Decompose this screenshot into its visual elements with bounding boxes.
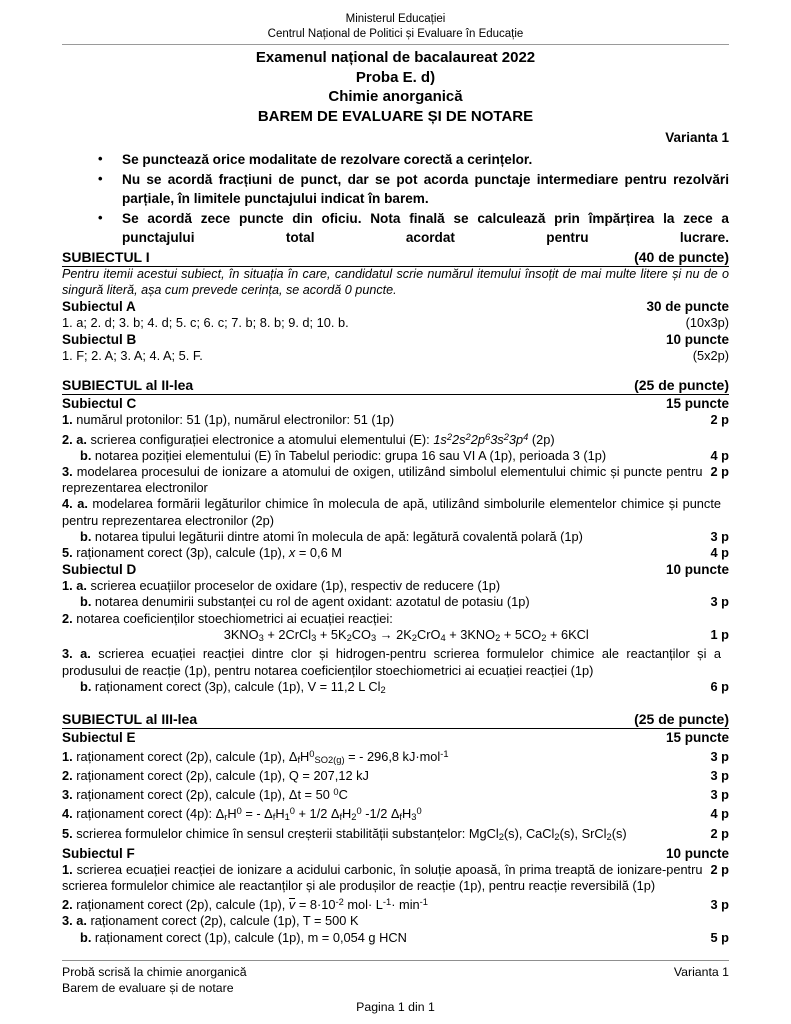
barem-title: BAREM DE EVALUARE ȘI DE NOTARE <box>257 107 534 125</box>
barem-item-text: 1. scrierea ecuației reacției de ionizare a acidului carbonic, în soluție apoasă, în prima treaptă de ionizare-pentru scrierea formulelor chimice ale reactanților și ale produșilor de reacție (1p), pentru reacție reversibilă (1p) <box>62 861 703 894</box>
barem-item-row <box>62 894 729 913</box>
barem-item-points: 2 p <box>710 861 729 877</box>
subsection-points: 15 puncte <box>665 729 729 745</box>
barem-item-row <box>62 594 729 610</box>
chemical-equation-row <box>62 627 729 647</box>
footer-divider <box>62 960 729 961</box>
barem-item-row <box>62 768 729 784</box>
bullet-icon: • <box>98 171 103 186</box>
subheading-subiect-f <box>62 845 729 862</box>
barem-item-row <box>62 412 729 428</box>
answer-row-subiect-a <box>62 315 729 331</box>
subsection-points: 10 puncte <box>665 562 729 578</box>
answer-points: (5x2p) <box>692 348 729 364</box>
barem-item-row <box>62 826 729 845</box>
section-heading-subiect-2 <box>62 377 729 395</box>
subiect-d-items-top <box>62 578 729 627</box>
subsection-title: Subiectul B <box>62 332 137 348</box>
section-points: (25 de puncte) <box>634 710 729 727</box>
subsection-title: Subiectul E <box>62 729 136 745</box>
barem-item-row <box>62 679 729 698</box>
barem-item-row <box>62 746 729 768</box>
section-title: SUBIECTUL al III-lea <box>62 710 198 727</box>
barem-item-points: 4 p <box>710 544 729 560</box>
section-heading-subiect-1 <box>62 249 729 267</box>
variant-label: Varianta 1 <box>665 130 729 145</box>
answer-row-subiect-b <box>62 348 729 364</box>
subheading-subiect-b <box>62 331 729 348</box>
chemical-equation: $3KNO_3$ + 2CrCl$_3$ + $5K_2CO_3 \to 2K_2CrO_4 + 3KNO_2 + 5CO_2 + 6KCl$ <box>223 626 589 643</box>
grading-rule-text: Se punctează orice modalitate de rezolvare corectă a cerințelor. <box>122 152 533 167</box>
subheading-subiect-d <box>62 561 729 578</box>
barem-item-text: 4. a. modelarea formării legăturilor chimice în molecula de apă, utilizând simbolurile elementelor chimice și puncte pentru reprezentarea electronilor (2p) <box>62 496 721 528</box>
barem-item-text: 3. modelarea procesului de ionizare a atomului de oxigen, utilizând simbolul elementului chimic și puncte pentru reprezentarea electronilor <box>62 463 703 496</box>
subheading-subiect-a <box>62 298 729 315</box>
ministry-name: Ministerul Educației <box>345 13 446 25</box>
barem-item-row <box>62 913 729 929</box>
barem-item-row <box>62 578 729 594</box>
footer-columns <box>62 965 729 996</box>
barem-item-row <box>62 784 729 803</box>
footer-exam-label: Probă scrisă la chimie anorganică <box>62 965 247 979</box>
section-title: SUBIECTUL al II-lea <box>62 377 194 394</box>
subsection-title: Subiectul A <box>62 299 136 314</box>
barem-item-points: 3 p <box>710 594 729 610</box>
barem-item-text: 2. raționament corect (2p), calcule (1p), $v = 8\cdot 10^{-2}$ $mol\cdot L^{-1}\cdot \min^{-1}$ <box>62 897 428 913</box>
subsection-points: 30 de puncte <box>646 299 729 314</box>
subiect-c-items <box>62 412 729 561</box>
grading-rule-item <box>94 170 729 208</box>
barem-item-row <box>62 429 729 448</box>
section-points: (25 de puncte) <box>634 377 729 394</box>
barem-item-points: 5 p <box>710 929 729 945</box>
bullet-icon: • <box>98 151 103 166</box>
barem-item-text: b. raționament corect (3p), calcule (1p), V = 11,2 L $Cl_2$ <box>80 678 386 695</box>
grading-rule-item <box>94 150 729 169</box>
institution-header <box>62 12 729 42</box>
barem-item-row <box>62 464 729 496</box>
barem-item-text: b. notarea denumirii substanței cu rol de agent oxidant: azotatul de potasiu (1p) <box>80 594 530 610</box>
barem-item-text: b. notarea poziției elementului (E) în Tabelul periodic: grupa 16 sau VI A (1p), perioada 3 (1p) <box>80 447 607 463</box>
barem-item-row <box>62 611 729 627</box>
barem-item-points: 3 p <box>710 768 729 784</box>
barem-item-text: 2. raționament corect (2p), calcule (1p), Q = 207,12 kJ <box>62 768 369 784</box>
subsection-points: 10 puncte <box>665 332 729 348</box>
barem-item-text: 1. numărul protonilor: 51 (1p), numărul electronilor: 51 (1p) <box>62 412 395 428</box>
barem-item-points: 2 p <box>710 825 729 841</box>
grading-rule-text: Se acordă zece puncte din oficiu. Nota finală se calculează prin împărțirea la zece a punctajului total acordat pentru lucrare. <box>122 211 729 245</box>
center-name: Centrul Național de Politici și Evaluare în Educație <box>267 28 524 40</box>
barem-item-text: 3. a. raționament corect (2p), calcule (1p), T = 500 K <box>62 913 359 929</box>
barem-item-row <box>62 448 729 464</box>
subsection-points: 15 puncte <box>665 396 729 412</box>
page-footer <box>62 960 729 1014</box>
subiect-e-items <box>62 746 729 845</box>
footer-page-number: Pagina 1 din 1 <box>356 1000 435 1014</box>
barem-item-row <box>62 930 729 946</box>
barem-item-points: 2 p <box>710 412 729 428</box>
subiect-f-items <box>62 862 729 946</box>
bullet-icon: • <box>98 210 103 225</box>
barem-item-row <box>62 862 729 894</box>
equation-points: 1 p <box>710 626 729 642</box>
barem-item-text: b. raționament corect (1p), calcule (1p), m = 0,054 g HCN <box>80 929 407 945</box>
answer-text: 1. a; 2. d; 3. b; 4. d; 5. c; 6. c; 7. b; 8. b; 9. d; 10. b. <box>62 315 349 330</box>
barem-item-points: 3 p <box>710 748 729 764</box>
section-title: SUBIECTUL I <box>62 249 150 265</box>
barem-item-row <box>62 646 729 678</box>
subsection-points: 10 puncte <box>665 845 729 861</box>
header-divider <box>62 44 729 45</box>
subsection-title: Subiectul D <box>62 562 137 578</box>
barem-item-text: b. notarea tipului legăturii dintre atomi în molecula de apă: legătură covalentă polară (1p) <box>80 528 583 544</box>
section-points: (40 de puncte) <box>634 249 729 265</box>
barem-item-text: 5. raționament corect (3p), calcule (1p), x = 0,6 M <box>62 544 342 560</box>
subheading-subiect-c <box>62 395 729 412</box>
barem-item-points: 3 p <box>710 897 729 913</box>
subsection-title: Subiectul C <box>62 396 137 412</box>
subsection-title: Subiectul F <box>62 845 135 861</box>
barem-item-text: 1. a. scrierea ecuațiilor proceselor de oxidare (1p), respectiv de reducere (1p) <box>62 578 501 594</box>
barem-item-text: 3. a. scrierea ecuației reacției dintre clor și hidrogen-pentru scrierea formulelor chimice ale reactanților și a produsului de reacție (1p), pentru notarea coeficienților stoechiometrici ai ecuației reacției (1p) <box>62 646 722 678</box>
barem-item-points: 4 p <box>710 447 729 463</box>
footer-variant: Varianta 1 <box>673 965 729 979</box>
barem-item-row <box>62 529 729 545</box>
barem-item-points: 2 p <box>710 463 729 479</box>
barem-item-points: 4 p <box>710 806 729 822</box>
title-block <box>62 48 729 126</box>
barem-item-row <box>62 545 729 561</box>
answer-points: (10x3p) <box>685 315 729 330</box>
barem-item-text: 2. notarea coeficienților stoechiometrici ai ecuației reacției: <box>62 610 393 626</box>
answer-text: 1. F; 2. A; 3. A; 4. A; 5. F. <box>62 348 203 364</box>
subheading-subiect-e <box>62 729 729 746</box>
barem-item-row <box>62 496 729 528</box>
grading-rule-text: Nu se acordă fracțiuni de punct, dar se pot acorda punctaje intermediare pentru rezolvări parțiale, în limitele punctajului indicat în barem. <box>122 172 729 206</box>
barem-item-text: 2. a. scrierea configurației electronice a atomului elementului (E): $1s^22s^22p^63s^23p^4$ (2p) <box>62 431 555 447</box>
exam-title: Examenul național de bacalaureat 2022 <box>255 49 536 66</box>
footer-barem-label: Barem de evaluare și de notare <box>62 980 234 995</box>
section-heading-subiect-3 <box>62 711 729 729</box>
exam-proba: Proba E. d) <box>355 68 436 86</box>
barem-item-text: 1. raționament corect (2p), calcule (1p), $\Delta_fH^0_{SO2(g)}$ = - 296,8 kJ·mol$^{-1}$ <box>62 748 449 765</box>
barem-item-text: 4. raționament corect (4p): $\Delta_rH^0$ = - $\Delta_fH_1^0 + 1/2$ $\Delta_fH_2^0$ -1/2 $\Delta_fH_3^0$ <box>62 806 422 823</box>
barem-item-points: 6 p <box>710 678 729 694</box>
grading-rule-item <box>94 209 729 247</box>
grading-rules-list <box>62 150 729 247</box>
subiect-d-items-bottom <box>62 646 729 698</box>
barem-item-text: 3. raționament corect (2p), calcule (1p), Δt = 50 $^0$C <box>62 787 348 803</box>
exam-subject: Chimie anorganică <box>328 88 463 105</box>
barem-item-points: 3 p <box>710 528 729 544</box>
footer-left <box>62 965 247 996</box>
barem-item-text: 5. scrierea formulelor chimice în sensul creșterii stabilității substanțelor: MgCl$_2$(s), CaCl$_2$(s), SrCl$_2$(s) <box>62 825 627 842</box>
barem-item-points: 3 p <box>710 787 729 803</box>
subiect-1-note: Pentru itemii acestui subiect, în situația în care, candidatul scrie numărul itemului însoțit de mai multe litere și nu de o singură literă, așa cum prevede cerința, se acordă 0 puncte. <box>62 267 729 297</box>
barem-item-row <box>62 803 729 825</box>
